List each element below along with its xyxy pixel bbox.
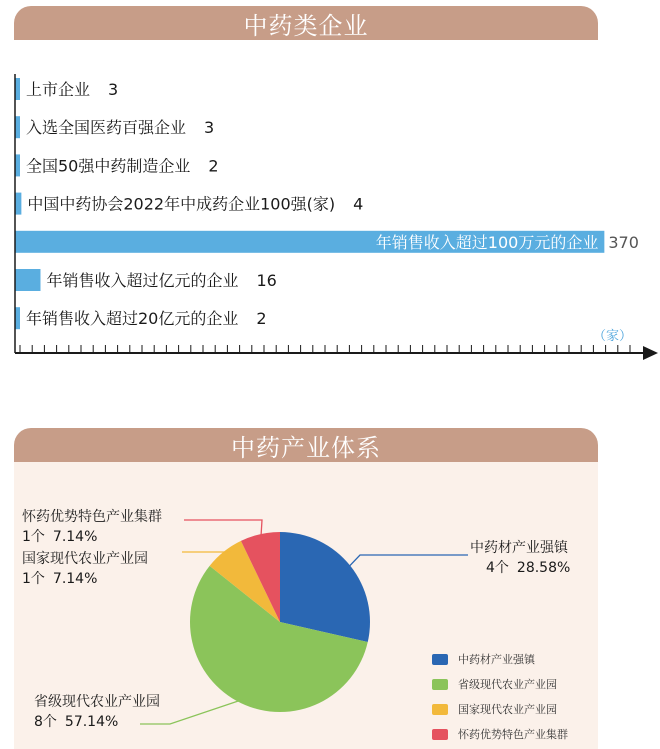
pie-label-count-0: 4个: [486, 560, 509, 576]
section-title-enterprises-text: 中药类企业: [243, 11, 369, 40]
x-axis-arrow: [643, 346, 658, 360]
section-title-industry-text: 中药产业体系: [231, 433, 381, 462]
legend-item-3: [432, 726, 568, 742]
pie-label-percent-2: 7.14%: [52, 571, 98, 587]
legend-label-1: 省级现代农业产业园: [458, 678, 557, 691]
section-title-enterprises: [14, 6, 598, 40]
bar-layer: [15, 78, 639, 329]
x-axis-ticks: [20, 345, 630, 353]
bar-5: [15, 269, 40, 291]
legend-swatch-2: [432, 704, 448, 715]
pie-slices: [190, 532, 370, 712]
legend-item-0: [432, 651, 535, 667]
bar-value-0: 3: [108, 80, 119, 99]
bar-value-3: 4: [353, 194, 364, 214]
bar-label-4: 年销售收入超过100万元的企业: [375, 232, 599, 252]
bar-label-5: 年销售收入超过亿元的企业: [46, 271, 239, 290]
bar-value-6: 2: [256, 309, 267, 329]
legend-item-1: [432, 676, 557, 692]
bar-chart: [0, 40, 660, 420]
legend-label-0: 中药材产业强镇: [458, 653, 535, 666]
bar-label-3: 中国中药协会2022年中成药企业100强(家): [27, 194, 336, 214]
pie-label-name-3: 怀药优势特色产业集群: [22, 509, 162, 525]
pie-label-count-1: 8个: [34, 714, 57, 730]
bar-value-5: 16: [256, 271, 277, 290]
pie-label-name-1: 省级现代农业产业园: [34, 694, 160, 710]
pie-chart: [0, 462, 660, 749]
bar-label-2: 全国50强中药制造企业: [26, 156, 191, 176]
pie-label-name-0: 中药材产业强镇: [470, 540, 568, 556]
pie-label-percent-3: 7.14%: [52, 529, 98, 545]
bar-label-0: 上市企业: [26, 80, 91, 99]
bar-label-6: 年销售收入超过20亿元的企业: [26, 309, 239, 329]
legend-label-2: 国家现代农业产业园: [458, 703, 557, 716]
legend-item-2: [432, 701, 557, 717]
leader-line-3: [184, 520, 262, 538]
x-axis-unit-label: （家）: [592, 329, 632, 344]
leader-line-0: [347, 555, 468, 568]
pie-label-name-2: 国家现代农业产业园: [22, 551, 148, 567]
bar-3: [15, 193, 21, 215]
legend-swatch-1: [432, 679, 448, 690]
legend-label-3: 怀药优势特色产业集群: [458, 728, 568, 741]
bar-value-4: 370: [608, 232, 639, 252]
pie-label-percent-0: 28.58%: [516, 560, 571, 576]
bar-value-2: 2: [208, 156, 219, 176]
pie-label-count-3: 1个: [22, 529, 45, 545]
bar-value-1: 3: [204, 118, 215, 138]
legend-swatch-3: [432, 729, 448, 740]
pie-label-count-2: 1个: [22, 571, 45, 587]
section-title-industry: [14, 428, 598, 462]
legend-swatch-0: [432, 654, 448, 665]
pie-label-percent-1: 57.14%: [64, 714, 119, 730]
bar-label-1: 入选全国医药百强企业: [26, 118, 187, 138]
